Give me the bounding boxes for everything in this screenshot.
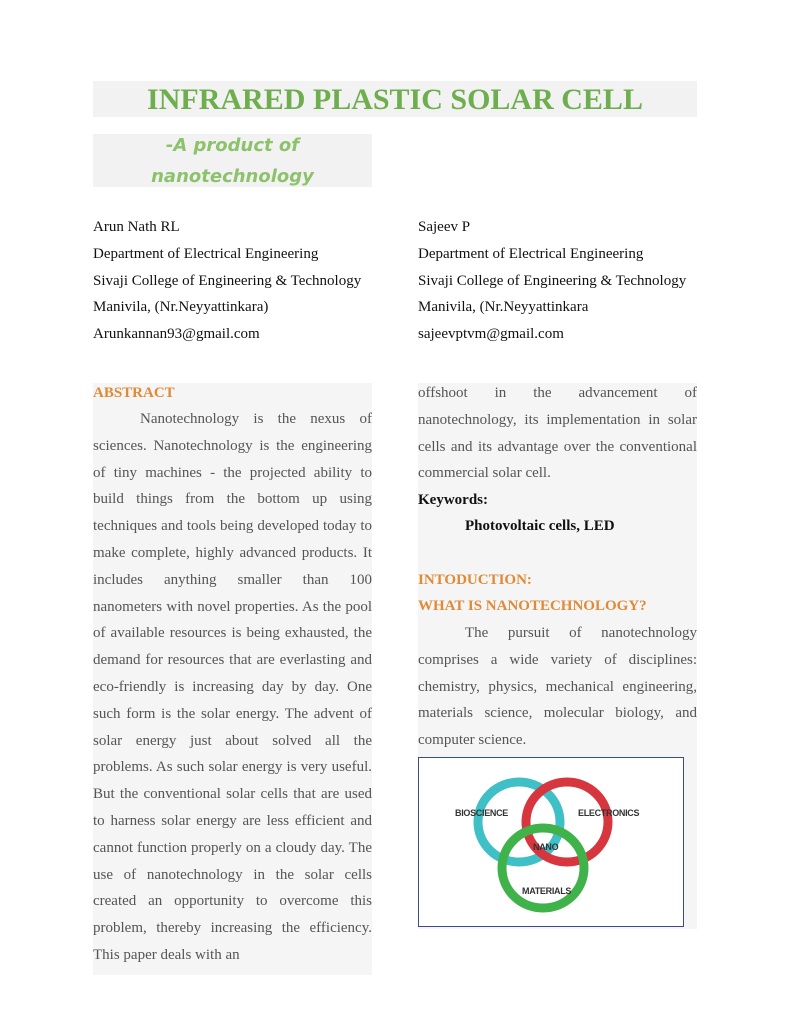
- abstract-text: Nanotechnology is the nexus of sciences. Nanotechnology is the engineering of tiny machines - the projected ability to build things from the bottom up using techniques and tools being developed today to make complete, highly advanced products. It includes anything smaller than 100 nanometers with novel properties. As the pool of available resources is being exhausted, the demand for resources that are everlasting and eco-friendly is increasing day by day. One such form is the solar energy. The advent of solar energy just about solved all the problems. As such solar energy is very useful. But the conventional solar cells that are used to harness solar energy are less efficient and cannot function properly on a cloudy day. The use of nanotechnology in the solar cells created an opportunity to overcome this problem, thereby increasing the efficiency. This paper deals with an: [93, 411, 372, 963]
- author-name: Arun Nath RL: [93, 219, 180, 235]
- author-college: Sivaji College of Engineering & Technology: [418, 272, 687, 289]
- bioscience-label: BIOSCIENCE: [455, 808, 509, 818]
- author-block-2: [418, 214, 686, 348]
- electronics-label: ELECTRONICS: [578, 808, 640, 818]
- author-email[interactable]: Arunkannan93@gmail.com: [93, 326, 260, 343]
- materials-label: MATERIALS: [522, 886, 572, 896]
- materials-ring: [502, 828, 584, 908]
- introduction-text: The pursuit of nanotechnology comprises a wide variety of disciplines: chemistry, physics, mechanical engineering, materials science, molecular biology, and computer science.: [418, 625, 697, 749]
- nano-label: NANO: [533, 842, 559, 852]
- author-location: Manivila, (Nr.Neyyattinkara: [418, 299, 589, 316]
- venn-diagram: [419, 758, 683, 926]
- keywords-label: Keywords:: [418, 492, 488, 508]
- what-heading: WHAT IS NANOTECHNOLOGY?: [418, 598, 647, 614]
- paper-title: INFRARED PLASTIC SOLAR CELL: [147, 83, 643, 116]
- nanotechnology-venn-figure: [418, 757, 684, 927]
- introduction-heading: INTODUCTION:: [418, 572, 532, 588]
- author-department: Department of Electrical Engineering: [93, 245, 319, 262]
- abstract-heading: ABSTRACT: [93, 385, 175, 401]
- paper-subtitle: [93, 130, 372, 192]
- abstract-continued: offshoot in the advancement of nanotechnology, its implementation in solar cells and its advantage over the conventional commercial solar cell.: [418, 385, 697, 482]
- author-name: Sajeev P: [418, 219, 471, 235]
- author-college: Sivaji College of Engineering & Technology: [93, 272, 362, 289]
- author-location: Manivila, (Nr.Neyyattinkara): [93, 299, 269, 316]
- keywords-value: Photovoltaic cells, LED: [465, 518, 615, 534]
- author-block-1: [93, 214, 361, 348]
- author-email[interactable]: sajeevptvm@gmail.com: [418, 326, 564, 343]
- subtitle-line: -A product of: [165, 135, 300, 156]
- author-department: Department of Electrical Engineering: [418, 245, 644, 262]
- subtitle-line: nanotechnology: [151, 166, 314, 187]
